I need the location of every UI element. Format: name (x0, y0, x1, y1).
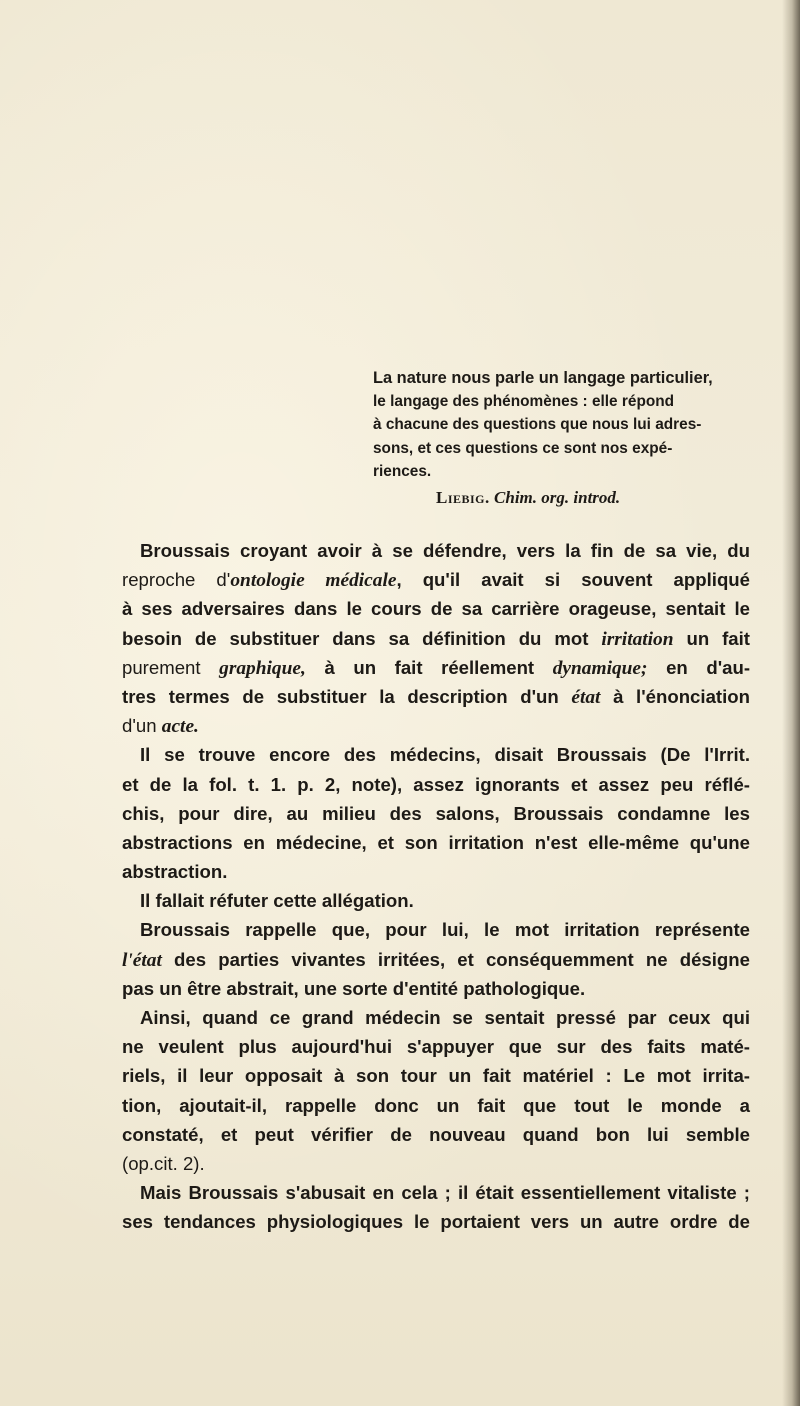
text-line (122, 1061, 750, 1090)
text-run: chis, pour dire, au milieu des salons, Broussais condamne les (122, 802, 750, 824)
text-run: ses tendances physiologiques le portaient vers un autre ordre de (122, 1211, 750, 1233)
text-line (122, 1149, 750, 1178)
text-run: ne veulent plus aujourd'hui s'appuyer que sur des faits maté- (122, 1036, 750, 1058)
text-line (122, 1091, 750, 1120)
attribution-author: Liebig. (436, 488, 490, 507)
text-run: Ainsi, quand ce grand médecin se sentait pressé par ceux qui (140, 1007, 750, 1028)
text-line (122, 886, 750, 915)
text-run: constaté, et peut vérifier de nouveau quand bon lui semble (122, 1123, 750, 1145)
emphasis-text: ontologie médicale (230, 570, 397, 592)
text-line (122, 1120, 750, 1149)
text-run: , qu'il avait si souvent appliqué (396, 569, 751, 591)
emphasis-text: dynamique; (552, 657, 648, 679)
text-line (122, 1032, 750, 1061)
epigraph (373, 367, 745, 483)
text-run: un fait (673, 627, 750, 649)
text-run: tion, ajoutait-il, rappelle donc un fait que tout le monde a (122, 1094, 750, 1116)
text-line (122, 1178, 750, 1207)
text-run: à un fait réellement (305, 656, 553, 678)
text-line (122, 594, 750, 623)
emphasis-text: acte. (161, 716, 199, 738)
epigraph-line: riences. (373, 462, 432, 480)
text-run: Broussais croyant avoir à se défendre, vers la fin de sa vie, du (140, 540, 750, 561)
emphasis-text: état (571, 686, 601, 708)
epigraph-line: La nature nous parle un langage particulier, (373, 369, 713, 387)
attribution-work: Chim. org. introd. (494, 488, 621, 507)
text-run: à l'énonciation (600, 685, 750, 707)
text-line (122, 565, 750, 594)
text-line (122, 915, 750, 944)
text-run: abstractions en médecine, et son irritation n'est elle-même qu'une (122, 831, 750, 853)
text-run: (op.cit. 2). (122, 1152, 205, 1174)
text-line (122, 770, 750, 799)
emphasis-text: graphique, (219, 657, 306, 679)
text-run: abstraction. (122, 861, 228, 883)
text-run: des parties vivantes irritées, et conséquemment ne désigne (161, 948, 750, 970)
text-line (122, 653, 750, 682)
text-run: purement (122, 656, 220, 678)
text-run: d'un (122, 715, 162, 737)
text-line (122, 945, 750, 974)
text-run: Il se trouve encore des médecins, disait Broussais (De l'Irrit. (140, 744, 750, 766)
text-run: et de la fol. t. 1. p. 2, note), assez ignorants et assez peu réflé- (122, 773, 750, 795)
emphasis-text: irritation (601, 628, 674, 650)
text-line (122, 1207, 750, 1236)
page-edge-shadow (782, 0, 800, 1406)
epigraph-line: sons, et ces questions ce sont nos expé- (373, 439, 673, 457)
text-run: Mais Broussais s'abusait en cela ; il était essentiellement vitaliste ; (140, 1182, 750, 1204)
text-run: pas un être abstrait, une sorte d'entité pathologique. (122, 977, 586, 999)
text-run: reproche d' (122, 569, 231, 591)
body-text (122, 536, 750, 1237)
epigraph-line: à chacune des questions que nous lui adres- (373, 416, 702, 434)
text-line (122, 799, 750, 828)
text-line (122, 974, 750, 1003)
emphasis-text: l'état (122, 949, 162, 971)
text-run: à ses adversaires dans le cours de sa carrière orageuse, sentait le (122, 598, 750, 620)
text-run: Il fallait réfuter cette allégation. (140, 890, 414, 912)
text-line (122, 740, 750, 769)
text-run: en d'au- (647, 656, 751, 678)
text-line (122, 536, 750, 565)
text-line (122, 828, 750, 857)
text-line (122, 1003, 750, 1032)
text-run: Broussais rappelle que, pour lui, le mot irritation représente (140, 919, 750, 941)
text-line (122, 857, 750, 886)
text-line (122, 682, 750, 711)
epigraph-attribution (436, 488, 620, 508)
text-run: tres termes de substituer la description d'un (122, 685, 572, 707)
text-run: riels, il leur opposait à son tour un fait matériel : Le mot irrita- (122, 1065, 750, 1087)
text-line (122, 624, 750, 653)
text-run: besoin de substituer dans sa définition du mot (122, 627, 602, 649)
text-line (122, 711, 750, 740)
epigraph-line: le langage des phénomènes : elle répond (373, 393, 675, 411)
